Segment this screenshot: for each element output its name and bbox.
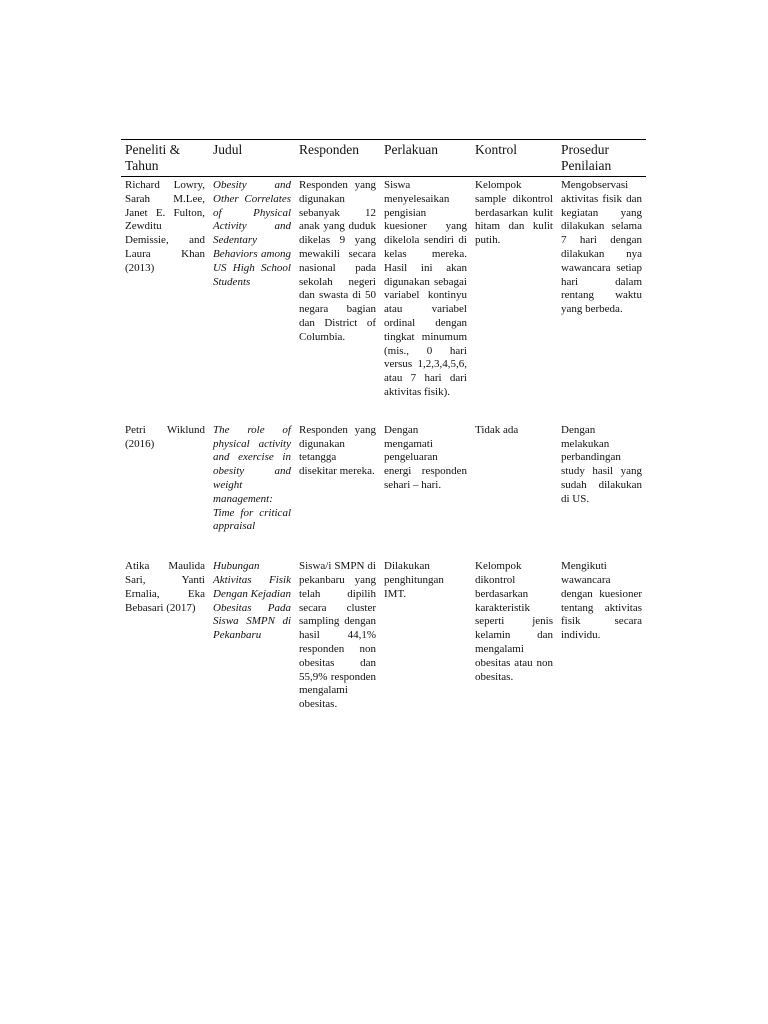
header-peneliti: Peneliti & Tahun	[121, 139, 209, 177]
row-spacer	[380, 534, 471, 558]
row2-kontrol: Tidak ada	[475, 423, 519, 436]
row-spacer	[557, 534, 646, 558]
row3-responden: Siswa/i SMPN di pekanbaru yang telah dipilih secara cluster sampling dengan hasil 44,1% responden non obesitas dan 55,9% responden mengalami obesitas.	[299, 560, 376, 711]
header-prosedur: Prosedur Penilaian	[557, 139, 646, 177]
row-spacer	[121, 534, 209, 558]
header-responden: Responden	[295, 139, 380, 177]
row2-responden: Responden yang digunakan tetangga disekitar mereka.	[299, 423, 376, 478]
row-spacer	[557, 400, 646, 422]
row3-kontrol: Kelompok dikontrol berdasarkan karakteristik seperti jenis kelamin dan mengalami obesitas atau non obesitas.	[475, 560, 553, 683]
row3-judul: Hubungan Aktivitas Fisik Dengan Kejadian Obesitas Pada Siswa SMPN di Pekanbaru	[213, 560, 291, 642]
row1-judul: Obesity and Other Correlates of Physical Activity and Sedentary Behaviors among US High School Students	[213, 179, 291, 288]
row1-responden: Responden yang digunakan sebanyak 12 anak yang duduk dikelas 9 yang mewakili secara nasional pada sekolah negeri dan swasta di 50 negara bagian dan District of Columbia.	[299, 179, 376, 343]
row-spacer	[209, 534, 295, 558]
row3-perlakuan: Dilakukan penghitungan IMT.	[384, 560, 444, 600]
row-spacer	[471, 534, 557, 558]
row3-peneliti: Atika Maulida Sari, Yanti Ernalia, Eka Bebasari (2017)	[125, 560, 205, 614]
row1-prosedur: Mengobservasi aktivitas fisik dan kegiatan yang dilakukan selama 7 hari dengan dilakukan nya wawancara setiap hari dalam rentang waktu yang berbeda.	[561, 179, 642, 316]
row1-kontrol: Kelompok sample dikontrol berdasarkan kulit hitam dan kulit putih.	[475, 179, 553, 247]
row1-perlakuan: Siswa menyelesaikan pengisian kuesioner yang dikelola sendiri di kelas mereka. Hasil ini akan digunakan sebagai variabel kontinyu atau variabel ordinal dengan tingkat minumum (mis., 0 hari versus 1,2,3,4,5,6, atau 7 hari dari aktivitas fisik).	[384, 179, 467, 398]
row-spacer	[209, 400, 295, 422]
row2-prosedur: Dengan melakukan perbandingan study hasil yang sudah dilakukan di US.	[561, 423, 642, 505]
row-spacer	[295, 400, 380, 422]
row-spacer	[471, 400, 557, 422]
row2-perlakuan: Dengan mengamati pengeluaran energi responden sehari – hari.	[384, 423, 467, 491]
header-judul: Judul	[209, 139, 295, 177]
row3-prosedur: Mengikuti wawancara dengan kuesioner tentang aktivitas fisik secara individu.	[561, 560, 642, 642]
row-spacer	[295, 534, 380, 558]
row2-judul: The role of physical activity and exercise in obesity and weight management: Time for critical appraisal	[213, 423, 291, 533]
row1-peneliti: Richard Lowry, Sarah M.Lee, Janet E. Fulton, Zewditu Demissie, and Laura Khan (2013)	[125, 179, 205, 274]
row2-peneliti: Petri Wiklund (2016)	[125, 423, 205, 450]
research-table	[121, 139, 646, 712]
row-spacer	[380, 400, 471, 422]
row-spacer	[121, 400, 209, 422]
header-perlakuan: Perlakuan	[380, 139, 471, 177]
header-kontrol: Kontrol	[471, 139, 557, 177]
